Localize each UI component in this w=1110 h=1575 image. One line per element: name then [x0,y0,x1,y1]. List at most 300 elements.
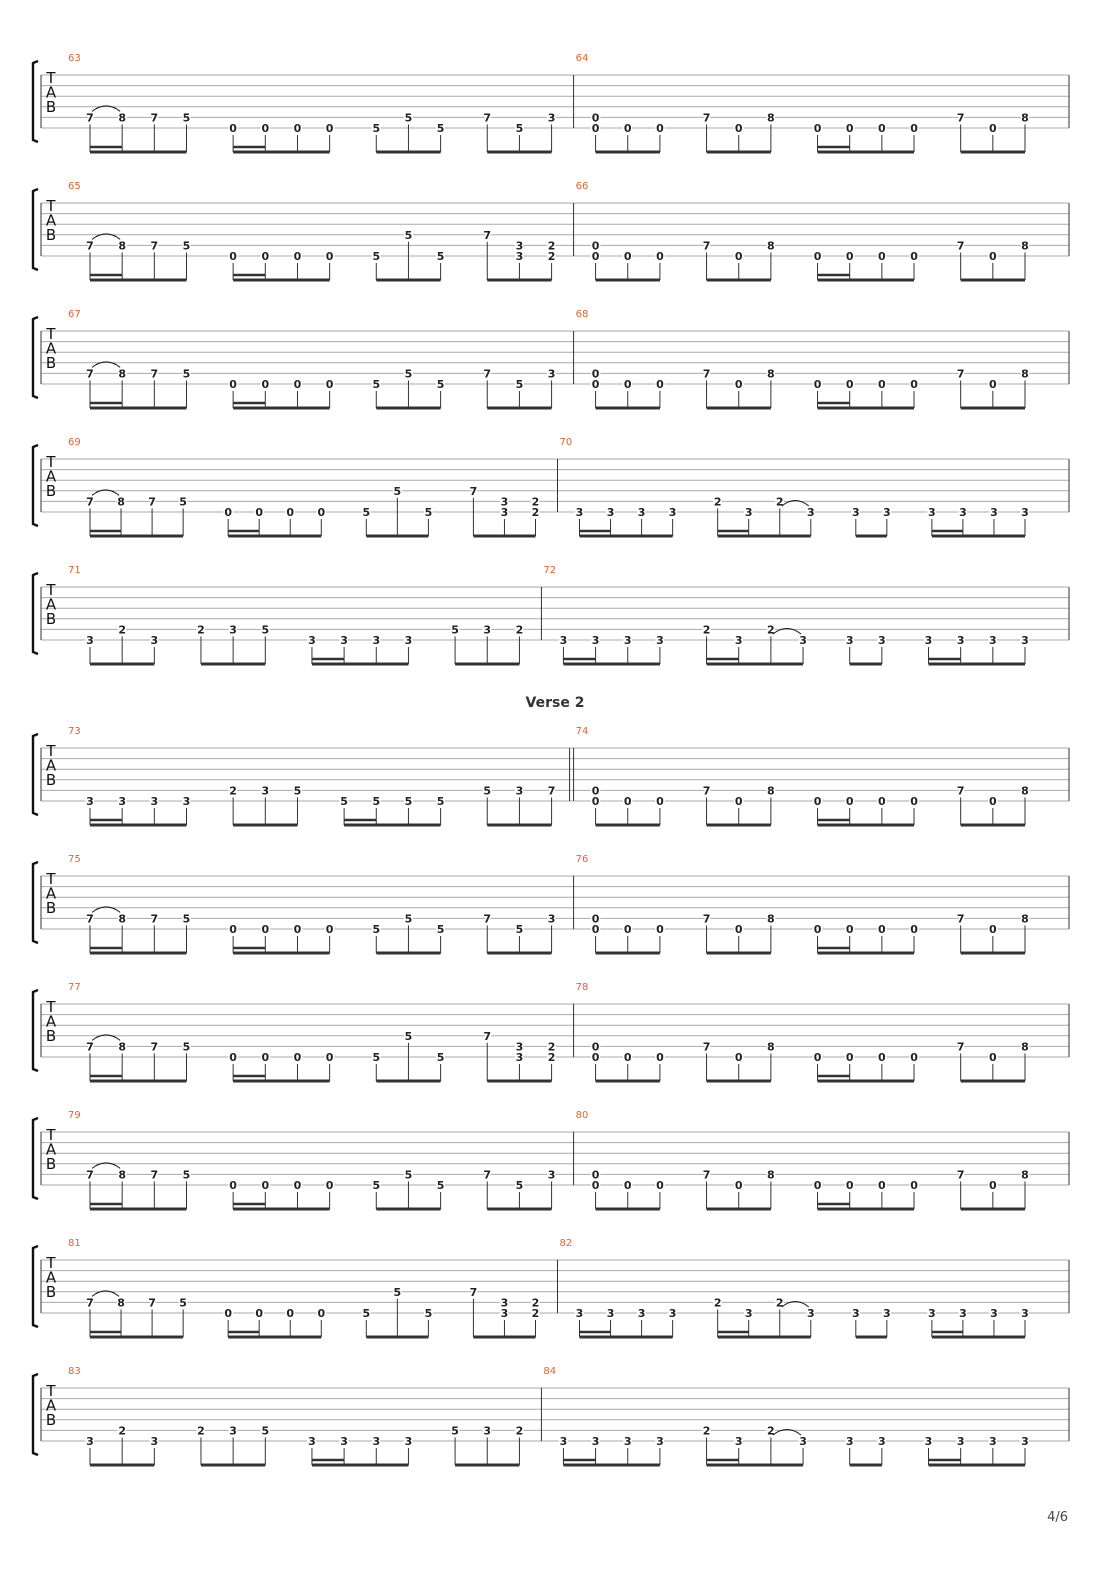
fret-number: 7 [547,784,556,798]
fret-number: 0 [261,923,270,936]
fret-number: 0 [325,378,334,391]
fret-number: 0 [989,1179,997,1192]
bar-number: 70 [559,437,573,448]
tab-clef-letter: B [45,1027,57,1045]
fret-number: 5 [515,122,524,135]
fret-number: 3 [404,1435,413,1448]
fret-number: 3 [928,1307,936,1320]
system-bracket [33,862,38,943]
fret-number: 7 [956,111,965,125]
fret-number: 5 [436,923,445,936]
tab-clef-letter: B [45,771,57,789]
fret-number: 0 [910,250,918,263]
fret-number: 5 [182,1168,191,1182]
fret-number: 3 [990,1307,998,1320]
fret-number: 7 [702,1168,711,1182]
fret-number: 2 [713,495,722,509]
tab-system [33,1366,1069,1465]
fret-number: 5 [340,795,348,808]
tab-clef-letter: T [46,69,56,87]
fret-number: 7 [86,111,94,125]
fret-number: 3 [851,1307,860,1320]
tab-clef-letter: B [45,226,57,244]
fret-number: 8 [767,912,775,926]
fret-number: 3 [547,367,556,381]
fret-number: 5 [179,495,187,509]
tab-system [33,437,1069,536]
fret-number: 5 [372,250,381,263]
fret-number: 8 [117,495,125,509]
bar-number: 73 [68,726,81,737]
fret-number: 7 [86,495,94,509]
fret-number: 0 [623,1179,632,1192]
fret-number: 0 [591,367,600,381]
fret-number: 8 [1021,912,1029,926]
bar-number: 71 [68,565,81,576]
fret-number: 7 [483,367,492,381]
fret-number: 0 [255,1307,264,1320]
fret-number: 3 [851,506,860,519]
fret-number: 0 [591,1040,600,1054]
tab-system [33,726,1069,825]
fret-number: 3 [150,1435,159,1448]
fret-number: 0 [845,1179,854,1192]
fret-number: 0 [910,122,918,135]
fret-number: 7 [150,111,159,125]
tab-clef-letter: B [45,1411,57,1429]
fret-number: 5 [293,784,302,798]
fret-number: 7 [469,484,478,498]
fret-number: 0 [623,250,632,263]
fret-number: 3 [878,1435,886,1448]
fret-number: 7 [702,111,711,125]
fret-number: 3 [1021,506,1029,519]
fret-number: 7 [86,367,94,381]
fret-number: 7 [956,239,965,253]
bar-number: 82 [559,1238,573,1249]
fret-number: 5 [393,1285,402,1299]
tab-clef-letter: B [45,1283,57,1301]
tab-clef-letter: A [45,1140,57,1159]
fret-number: 3 [606,506,615,519]
fret-number: 3 [547,111,556,125]
fret-number: 8 [118,912,126,926]
fret-number: 0 [910,378,918,391]
fret-number: 0 [878,923,886,936]
tab-clef-letter: A [45,339,57,358]
fret-number: 3 [924,1435,933,1448]
fret-number: 0 [734,1051,743,1064]
fret-number: 0 [229,923,237,936]
fret-number: 3 [308,1435,316,1448]
fret-number: 0 [229,1179,237,1192]
tab-clef-letter: A [45,467,57,486]
fret-number: 3 [990,506,998,519]
fret-number: 3 [799,634,807,647]
fret-number: 3 [623,1435,632,1448]
fret-number: 8 [118,111,126,125]
fret-number: 0 [293,1179,302,1192]
fret-number: 0 [878,250,886,263]
system-bracket [33,734,38,815]
bar-number: 81 [68,1238,81,1249]
fret-number: 3 [1021,634,1029,647]
fret-number: 2 [713,1296,722,1310]
fret-number: 0 [591,1168,600,1182]
fret-number: 7 [956,1040,965,1054]
fret-number: 5 [436,1051,445,1064]
fret-number: 7 [483,1029,492,1043]
fret-number: 3 [924,634,933,647]
fret-number: 2 [547,1040,556,1054]
fret-number: 0 [325,250,334,263]
fret-number: 2 [702,623,711,637]
fret-number: 7 [469,1285,478,1299]
fret-number: 2 [767,623,775,637]
tab-clef-letter: B [45,899,57,917]
fret-number: 3 [483,623,492,637]
fret-number: 0 [623,1051,632,1064]
fret-number: 0 [293,923,302,936]
fret-number: 0 [591,1051,600,1064]
fret-number: 0 [261,1179,270,1192]
system-bracket [33,573,38,654]
fret-number: 0 [845,250,854,263]
fret-number: 0 [591,795,600,808]
fret-number: 0 [734,923,743,936]
tab-system [33,854,1069,953]
fret-number: 5 [404,111,413,125]
fret-number: 2 [531,495,540,509]
fret-number: 0 [286,1307,295,1320]
fret-number: 0 [878,378,886,391]
fret-number: 0 [317,1307,326,1320]
fret-number: 0 [813,250,822,263]
fret-number: 0 [845,795,854,808]
tab-clef-letter: T [46,742,56,760]
fret-number: 0 [261,122,270,135]
bar-number: 74 [575,726,589,737]
fret-number: 3 [606,1307,615,1320]
fret-number: 2 [229,784,237,798]
tab-clef-letter: A [45,83,57,102]
fret-number: 7 [86,912,94,926]
fret-number: 5 [404,1029,413,1043]
fret-number: 0 [623,923,632,936]
fret-number: 0 [224,1307,232,1320]
fret-number: 0 [591,1179,600,1192]
tab-system [33,181,1069,280]
tab-clef-letter: T [46,870,56,888]
fret-number: 2 [197,623,205,637]
fret-number: 2 [531,506,540,519]
fret-number: 3 [799,1435,807,1448]
fret-number: 5 [515,923,524,936]
fret-number: 2 [547,250,556,263]
fret-number: 3 [591,1435,600,1448]
bar-number: 84 [543,1366,557,1377]
system-bracket [33,1246,38,1327]
fret-number: 3 [229,1424,237,1438]
fret-number: 3 [86,634,94,647]
fret-number: 0 [813,923,822,936]
fret-number: 5 [424,1307,433,1320]
tab-clef-letter: B [45,482,57,500]
fret-number: 5 [404,795,413,808]
fret-number: 3 [637,506,646,519]
fret-number: 0 [734,378,743,391]
fret-number: 7 [150,1040,159,1054]
fret-number: 3 [744,506,753,519]
tab-clef-letter: A [45,595,57,614]
fret-number: 0 [734,122,743,135]
tab-system [33,309,1069,408]
fret-number: 5 [436,122,445,135]
fret-number: 5 [404,1168,413,1182]
fret-number: 0 [989,250,997,263]
bar-number: 68 [575,309,589,320]
fret-number: 3 [500,495,509,509]
fret-number: 0 [656,923,664,936]
fret-number: 0 [845,1051,854,1064]
fret-number: 2 [775,1296,784,1310]
fret-number: 5 [451,1424,459,1438]
fret-number: 7 [86,1168,94,1182]
fret-number: 7 [483,228,492,242]
fret-number: 3 [340,634,348,647]
fret-number: 0 [878,1051,886,1064]
fret-number: 3 [883,1307,891,1320]
fret-number: 0 [878,122,886,135]
fret-number: 0 [293,250,302,263]
fret-number: 0 [623,122,632,135]
bar-number: 76 [575,854,589,865]
page-number: 4/6 [1047,1510,1068,1525]
fret-number: 2 [767,1424,775,1438]
fret-number: 5 [515,1179,524,1192]
fret-number: 3 [118,795,126,808]
fret-number: 3 [668,1307,677,1320]
fret-number: 3 [515,1051,524,1064]
fret-number: 5 [483,784,492,798]
fret-number: 0 [325,1179,334,1192]
fret-number: 2 [547,1051,556,1064]
fret-number: 8 [1021,1168,1029,1182]
fret-number: 7 [483,111,492,125]
tab-clef-letter: B [45,354,57,372]
tab-system [33,982,1069,1081]
fret-number: 3 [591,634,600,647]
fret-number: 3 [182,795,191,808]
fret-number: 3 [883,506,891,519]
fret-number: 3 [878,634,886,647]
fret-number: 3 [86,1435,94,1448]
fret-number: 7 [702,784,711,798]
fret-number: 0 [224,506,232,519]
fret-number: 0 [878,1179,886,1192]
fret-number: 8 [767,1168,775,1182]
section-label: Verse 2 [525,695,585,711]
fret-number: 5 [182,111,191,125]
fret-number: 0 [591,784,600,798]
fret-number: 0 [989,378,997,391]
bar-number: 77 [68,982,81,993]
fret-number: 0 [989,122,997,135]
fret-number: 3 [928,506,936,519]
fret-number: 3 [1021,1307,1029,1320]
fret-number: 0 [293,1051,302,1064]
fret-number: 8 [1021,111,1029,125]
fret-number: 5 [436,795,445,808]
fret-number: 8 [117,1296,125,1310]
tab-clef-letter: T [46,998,56,1016]
fret-number: 8 [767,111,775,125]
fret-number: 3 [547,912,556,926]
fret-number: 3 [515,784,524,798]
fret-number: 5 [182,239,191,253]
fret-number: 0 [734,795,743,808]
fret-number: 0 [734,1179,743,1192]
fret-number: 2 [531,1307,540,1320]
bar-number: 65 [68,181,81,192]
system-bracket [33,1118,38,1199]
fret-number: 5 [436,1179,445,1192]
fret-number: 7 [150,239,159,253]
tab-clef-letter: B [45,98,57,116]
bar-number: 75 [68,854,81,865]
fret-number: 0 [591,250,600,263]
fret-number: 2 [775,495,784,509]
fret-number: 7 [86,1040,94,1054]
fret-number: 3 [668,506,677,519]
fret-number: 0 [656,1179,664,1192]
fret-number: 3 [1021,1435,1029,1448]
fret-number: 0 [910,1179,918,1192]
fret-number: 8 [767,239,775,253]
fret-number: 2 [197,1424,205,1438]
fret-number: 0 [591,111,600,125]
fret-number: 8 [1021,784,1029,798]
fret-number: 3 [86,795,94,808]
bar-number: 78 [575,982,589,993]
fret-number: 3 [959,1307,967,1320]
fret-number: 3 [956,1435,965,1448]
fret-number: 3 [500,1307,509,1320]
fret-number: 0 [656,378,664,391]
fret-number: 0 [229,1051,237,1064]
fret-number: 2 [547,239,556,253]
fret-number: 7 [483,1168,492,1182]
fret-number: 7 [956,784,965,798]
fret-number: 2 [118,1424,126,1438]
system-bracket [33,445,38,526]
fret-number: 3 [656,634,664,647]
fret-number: 3 [806,1307,815,1320]
bar-number: 72 [543,565,557,576]
tab-system [33,1238,1069,1337]
fret-number: 3 [744,1307,753,1320]
fret-number: 7 [956,1168,965,1182]
fret-number: 7 [148,495,156,509]
fret-number: 0 [989,795,997,808]
fret-number: 3 [229,623,237,637]
tab-clef-letter: A [45,211,57,230]
tab-clef-letter: T [46,453,56,471]
fret-number: 3 [150,795,159,808]
fret-number: 0 [845,378,854,391]
fret-number: 7 [702,239,711,253]
fret-number: 3 [559,1435,568,1448]
fret-number: 0 [261,250,270,263]
fret-number: 8 [767,367,775,381]
tab-clef-letter: B [45,1155,57,1173]
fret-number: 7 [148,1296,156,1310]
fret-number: 5 [372,795,381,808]
fret-number: 3 [623,634,632,647]
fret-number: 0 [734,250,743,263]
fret-number: 3 [404,634,413,647]
fret-number: 0 [317,506,326,519]
fret-number: 7 [150,367,159,381]
fret-number: 0 [656,122,664,135]
fret-number: 0 [325,923,334,936]
fret-number: 0 [656,250,664,263]
fret-number: 5 [182,912,191,926]
fret-number: 0 [989,923,997,936]
fret-number: 5 [515,378,524,391]
fret-number: 0 [813,122,822,135]
fret-number: 5 [372,1051,381,1064]
bar-number: 69 [68,437,81,448]
fret-number: 5 [451,623,459,637]
fret-number: 8 [1021,239,1029,253]
fret-number: 7 [702,912,711,926]
fret-number: 0 [989,1051,997,1064]
fret-number: 3 [261,784,270,798]
fret-number: 0 [229,250,237,263]
tab-clef-letter: A [45,1012,57,1031]
fret-number: 3 [515,239,524,253]
fret-number: 8 [118,1168,126,1182]
fret-number: 2 [702,1424,711,1438]
tab-clef-letter: A [45,884,57,903]
fret-number: 3 [734,1435,743,1448]
fret-number: 0 [293,122,302,135]
fret-number: 7 [483,912,492,926]
fret-number: 8 [767,1040,775,1054]
bar-number: 80 [575,1110,589,1121]
fret-number: 3 [656,1435,664,1448]
bar-number: 83 [68,1366,81,1377]
fret-number: 5 [182,1040,191,1054]
fret-number: 0 [845,122,854,135]
tab-system [33,565,1069,664]
fret-number: 5 [372,378,381,391]
fret-number: 0 [286,506,295,519]
fret-number: 8 [118,239,126,253]
fret-number: 3 [515,250,524,263]
fret-number: 3 [845,634,854,647]
fret-number: 0 [591,239,600,253]
fret-number: 3 [989,1435,997,1448]
system-bracket [33,61,38,142]
tab-clef-letter: T [46,581,56,599]
fret-number: 3 [308,634,316,647]
fret-number: 8 [118,1040,126,1054]
tab-clef-letter: A [45,1396,57,1415]
fret-number: 5 [362,1307,371,1320]
fret-number: 5 [436,378,445,391]
